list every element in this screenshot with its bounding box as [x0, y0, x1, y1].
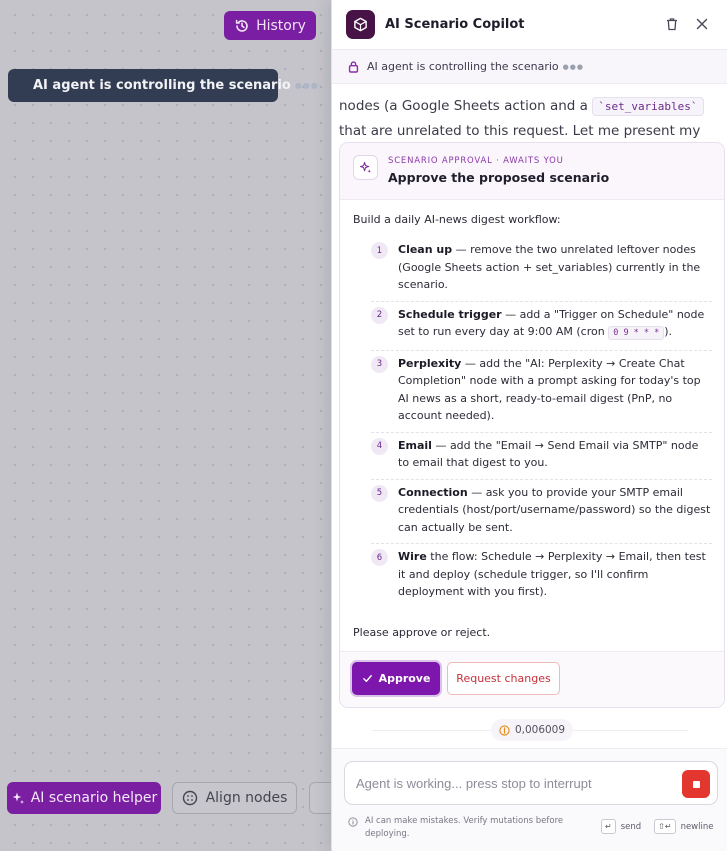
info-icon — [348, 817, 358, 827]
step-number: 3 — [371, 356, 388, 373]
request-changes-button[interactable] — [447, 662, 560, 695]
scenario-approval-card — [339, 142, 725, 708]
step-description: — remove the two unrelated leftover nodes (Google Sheets action + set_variables) currently in the scenario. — [398, 243, 701, 291]
request-changes-label: Request changes — [456, 672, 551, 685]
chat-input[interactable] — [344, 761, 718, 805]
agent-control-text: AI agent is controlling the scenario — [33, 78, 291, 93]
close-panel-button[interactable] — [694, 16, 710, 32]
inline-code: `set_variables` — [592, 97, 703, 116]
plan-steps — [371, 237, 712, 608]
plan-step — [371, 433, 712, 480]
step-title: Wire — [398, 550, 427, 563]
sparkle-icon — [11, 791, 25, 805]
trash-icon — [664, 16, 680, 32]
plan-outro: Please approve or reject. — [353, 626, 491, 639]
plan-step — [371, 544, 712, 608]
approve-button[interactable] — [352, 662, 440, 695]
loading-dots-icon: ●●● — [562, 62, 584, 71]
stop-icon — [693, 781, 700, 788]
history-icon — [234, 18, 250, 34]
approve-label: Approve — [378, 672, 431, 685]
sparkle-icon — [353, 155, 378, 180]
plan-step — [371, 480, 712, 545]
step-number: 5 — [371, 485, 388, 502]
approval-card-header — [340, 143, 724, 200]
coin-icon — [499, 725, 510, 736]
history-button[interactable] — [224, 11, 316, 40]
step-number: 4 — [371, 438, 388, 455]
chat-footer — [332, 748, 727, 851]
step-description: — add the "Email → Send Email via SMTP" node to email that digest to you. — [398, 438, 699, 469]
lock-icon — [348, 60, 359, 73]
step-description: — ask you to provide your SMTP email credentials (host/port/username/password) so the digest can actually be sent. — [398, 485, 711, 534]
loading-dots-icon: ●●● — [294, 81, 319, 90]
plan-step — [371, 237, 712, 302]
plan-step — [371, 351, 712, 433]
copilot-logo-icon — [346, 10, 375, 39]
step-description: the flow: Schedule → Perplexity → Email, then test it and deploy (schedule trigger, so I'll confirm deployment with you first). — [398, 550, 706, 598]
agent-status-text: AI agent is controlling the scenario — [367, 60, 559, 73]
approval-kicker: SCENARIO APPROVAL · AWAITS YOU — [388, 156, 564, 166]
message-text-start: nodes (a Google Sheets action and a — [339, 98, 593, 114]
align-nodes-icon — [182, 790, 198, 806]
close-icon — [694, 16, 710, 32]
clear-chat-button[interactable] — [664, 16, 680, 32]
panel-header — [332, 0, 727, 50]
history-label: History — [256, 17, 306, 34]
align-nodes-label: Align nodes — [205, 790, 288, 806]
step-title: Perplexity — [398, 356, 462, 370]
disclaimer-text: AI can make mistakes. Verify mutations before deploying. — [365, 816, 564, 839]
step-number: 1 — [371, 242, 388, 259]
approval-title: Approve the proposed scenario — [388, 170, 610, 185]
plan-step — [371, 302, 712, 351]
canvas-toolbar — [0, 782, 340, 814]
step-number: 2 — [371, 307, 388, 324]
step-number: 6 — [371, 549, 388, 566]
message-text-end: that are unrelated to this request. Let me present my — [339, 123, 701, 139]
cost-badge — [491, 719, 573, 741]
agent-control-banner — [8, 69, 319, 102]
step-title: Clean up — [398, 243, 453, 256]
step-description: — add the "AI: Perplexity → Create Chat Completion" node with a prompt asking for today's top AI news as a short, ready-to-email digest (PnP, no account needed). — [398, 356, 701, 422]
step-title: Email — [398, 438, 432, 452]
keyboard-hints — [601, 819, 713, 834]
cost-row — [332, 718, 727, 742]
stop-button[interactable] — [682, 770, 710, 798]
check-icon — [362, 673, 373, 684]
ai-scenario-helper-button[interactable] — [7, 782, 161, 814]
newline-hint: newline — [680, 821, 714, 832]
panel-title: AI Scenario Copilot — [385, 17, 525, 32]
align-nodes-button[interactable] — [172, 782, 297, 814]
ai-scenario-helper-label: AI scenario helper — [30, 790, 158, 806]
enter-key-icon: ↵ — [601, 819, 616, 834]
step-description: — add a "Trigger on Schedule" node set to run every day at 9:00 AM (cron — [398, 307, 705, 338]
plan-intro: Build a daily AI-news digest workflow: — [353, 213, 561, 226]
step-title: Schedule trigger — [398, 307, 502, 321]
cost-value: 0,006009 — [514, 724, 566, 736]
shift-enter-key-icon: ⇧↵ — [654, 819, 675, 834]
agent-status-bar — [332, 50, 727, 84]
approval-actions — [340, 651, 725, 708]
cron-expression: 0 9 * * * — [608, 326, 664, 340]
send-hint: send — [620, 821, 642, 832]
copilot-panel — [331, 0, 727, 851]
ai-disclaimer — [348, 815, 588, 841]
step-description-end: ). — [664, 325, 673, 338]
step-title: Connection — [398, 485, 468, 499]
